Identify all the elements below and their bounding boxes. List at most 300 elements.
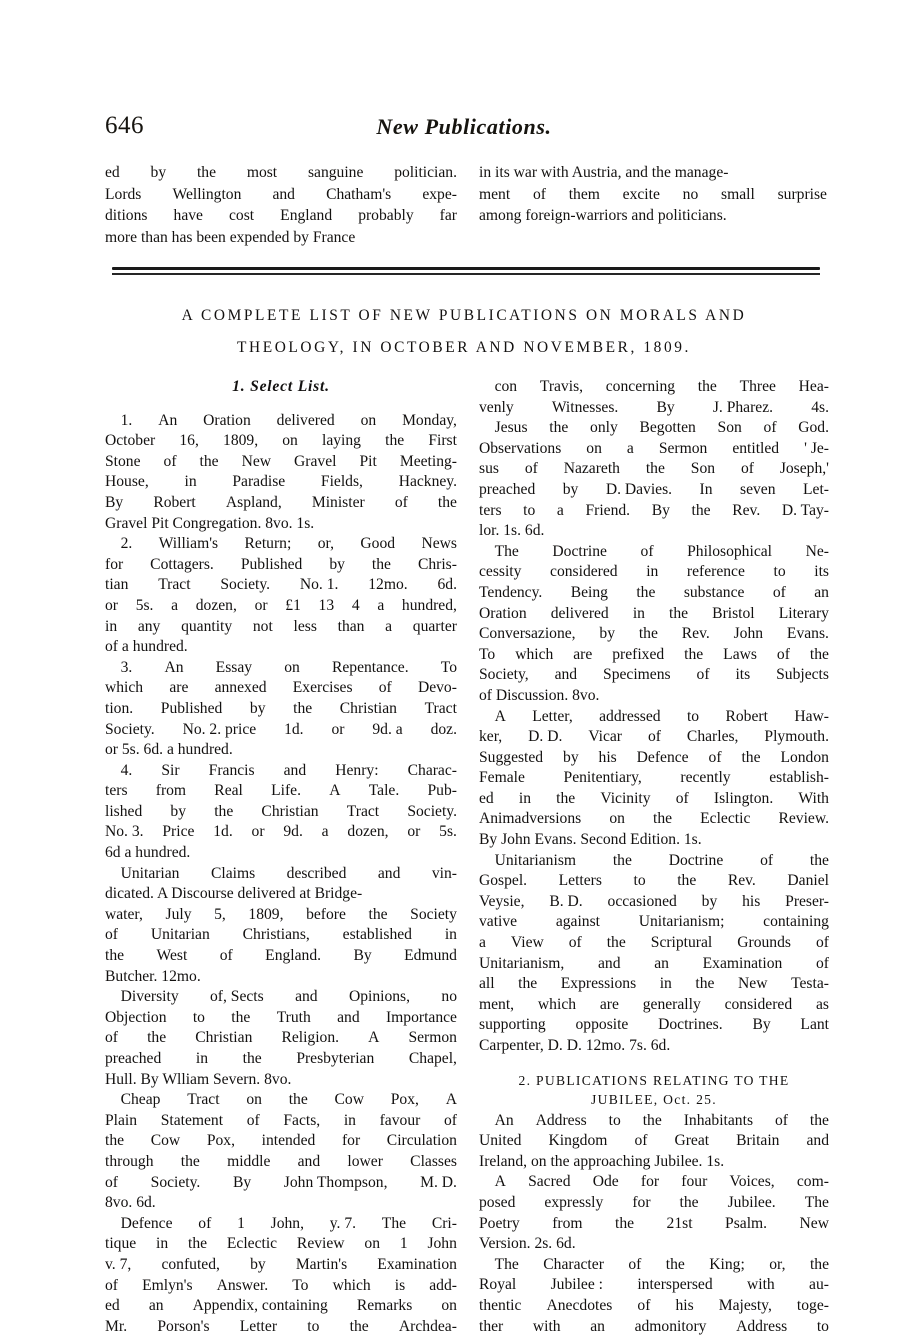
text-word: Gospel. [479, 872, 528, 890]
text-word: the [653, 810, 673, 828]
text-word: United [479, 1132, 522, 1150]
text-line [105, 946, 457, 967]
text-line [105, 699, 457, 720]
text-word: of [740, 460, 754, 478]
text-line [105, 472, 457, 493]
text-word: of [760, 851, 774, 869]
text-word: Rev. [727, 872, 756, 890]
text-word: 5s. [135, 596, 154, 614]
text-line [479, 1317, 829, 1337]
text-word: Edmund [404, 947, 457, 965]
text-word: England [280, 207, 333, 224]
text-word: the [556, 789, 576, 807]
text-word: 3. [105, 658, 133, 676]
text-word: his [742, 892, 761, 910]
text-word: the [615, 1214, 635, 1232]
text-word: Sermon [658, 439, 708, 457]
text-word: Hea- [798, 378, 829, 395]
text-word: the [518, 975, 538, 993]
text-word: 4s. [811, 398, 829, 416]
text-word: four [681, 1173, 708, 1191]
text-line [479, 439, 829, 460]
text-word: New [799, 1214, 829, 1232]
text-word: Anecdotes [546, 1296, 613, 1314]
text-word: Society. [220, 576, 271, 594]
text-word: Paradise [232, 473, 286, 491]
text-word: 21st [666, 1214, 693, 1232]
text-word: Pub- [427, 782, 457, 800]
text-line [479, 377, 829, 398]
text-word: Subjects [776, 666, 829, 684]
text-word: ters [105, 782, 128, 800]
text-line [105, 1214, 457, 1235]
text-word: Francis [208, 761, 255, 779]
text-word: Rev. [681, 625, 710, 643]
text-word: against [555, 913, 600, 931]
text-word: Expressions [560, 975, 637, 993]
text-word: to [192, 1008, 205, 1026]
text-word: to [307, 1317, 320, 1335]
text-word: expe- [422, 185, 457, 203]
text-word: the [695, 975, 715, 993]
text-word: of [774, 1111, 788, 1129]
text-word: of [246, 1111, 260, 1129]
text-word: intended [261, 1132, 316, 1150]
text-word: for [341, 1132, 361, 1150]
text-line [479, 562, 829, 583]
text-word: cost [229, 207, 255, 224]
text-word: Daniel [787, 872, 829, 890]
text-word: Society [410, 905, 457, 923]
text-word: a [556, 501, 564, 519]
text-word: the [684, 645, 704, 663]
text-word: to [608, 1111, 621, 1129]
jubilee-subheading [479, 1071, 829, 1109]
text-word: than [337, 617, 365, 635]
text-word: and [272, 185, 295, 203]
text-word: A [445, 1091, 457, 1109]
text-word: which [537, 995, 577, 1013]
text-word: and [283, 761, 307, 779]
text-word: on [246, 1091, 262, 1109]
text-line [105, 864, 457, 885]
text-word: by [563, 748, 579, 766]
text-word: D. D. [528, 728, 563, 746]
section-heading-line-1: A COMPLETE LIST OF NEW PUBLICATIONS ON MORALS AND [181, 307, 747, 324]
text-word: prefixed [612, 645, 665, 663]
text-line: By John Evans. Second Edition. 1s. [479, 831, 702, 849]
text-word: which [105, 679, 144, 697]
text-word: his [598, 748, 617, 766]
body-right-column [479, 377, 829, 1337]
page-folio-number: 646 [105, 112, 144, 139]
select-list-subheading: 1. Select List. [232, 378, 330, 395]
text-word: Examination [702, 954, 783, 972]
text-line [479, 912, 829, 933]
text-word: July [165, 905, 192, 923]
text-word: an [654, 954, 669, 972]
text-word: Unitarianism, [479, 954, 565, 972]
text-word: Three [739, 378, 776, 395]
text-word: and [377, 864, 401, 882]
text-word: Oration [479, 604, 527, 622]
text-word: Review [296, 1235, 345, 1253]
text-line: 8vo. 6d. [105, 1194, 156, 1212]
right-column-entry-list-part-1 [479, 377, 829, 1057]
text-word: Chapel, [408, 1050, 457, 1067]
text-word: Published [240, 555, 303, 573]
text-word: Presbyterian [296, 1050, 375, 1067]
text-word: Ne- [805, 542, 829, 560]
text-word: are [169, 679, 189, 697]
text-word: Chris- [417, 555, 457, 573]
text-word: Remarks [356, 1297, 413, 1315]
text-word: tion. [105, 699, 134, 717]
text-word: the [636, 583, 656, 601]
text-word: Britain [736, 1132, 780, 1150]
text-line [105, 658, 457, 679]
text-word: and [337, 1008, 360, 1026]
text-word: and [297, 1152, 321, 1170]
publication-entry [105, 987, 457, 1090]
text-word: With [798, 789, 829, 807]
text-word: lower [347, 1152, 383, 1170]
text-word: doz. [430, 720, 457, 738]
text-word: By [752, 1016, 771, 1034]
text-word: ed [105, 1297, 120, 1315]
text-word: Cow [150, 1132, 181, 1150]
text-word: Kingdom [548, 1132, 608, 1150]
text-word: the [105, 1132, 125, 1150]
text-word: The [804, 1193, 829, 1211]
text-word: in [444, 926, 457, 944]
text-line [479, 748, 829, 769]
text-word: the [368, 905, 388, 923]
text-word: To [440, 658, 457, 676]
text-word: A [479, 707, 506, 725]
text-word: Wellington [172, 185, 242, 203]
text-word: ther [479, 1317, 504, 1335]
text-word: quarter [412, 617, 457, 635]
text-word: 9d. a [372, 720, 403, 738]
text-word: an [814, 583, 829, 601]
text-word: Great [674, 1132, 710, 1150]
text-word: View [510, 934, 544, 952]
text-word: Lords [105, 185, 142, 203]
text-word: generally [642, 995, 701, 1013]
text-word: only [590, 419, 618, 437]
text-line [479, 1275, 829, 1296]
text-word: of [524, 460, 538, 478]
text-word: the [288, 1091, 308, 1109]
text-word: of [105, 1276, 118, 1294]
text-word: Mr. [105, 1317, 128, 1335]
text-word: from [552, 1214, 583, 1232]
text-word: them [568, 185, 600, 203]
text-word: in [659, 975, 672, 993]
text-word: and [598, 954, 621, 972]
text-word: Literary [778, 604, 829, 622]
text-word: Monday, [402, 411, 457, 429]
divider-rule-thick [112, 267, 820, 270]
text-word: in [184, 473, 197, 491]
text-word: y. 7. [329, 1214, 357, 1232]
text-word: Examination [377, 1255, 457, 1273]
text-word: confuted, [161, 1255, 220, 1273]
publication-entry [105, 1214, 457, 1337]
text-word: the [809, 1111, 829, 1129]
text-word: House, [105, 473, 149, 491]
text-word: England. [265, 947, 322, 965]
text-word: or [105, 596, 118, 614]
text-word: 16, [179, 432, 199, 450]
text-word: of [394, 493, 408, 511]
text-word: on [282, 432, 298, 450]
text-line [479, 501, 829, 522]
text-word: ditions [105, 207, 148, 224]
text-word: No. 3. [105, 823, 144, 841]
text-word: Answer. [216, 1276, 269, 1294]
text-word: First [428, 432, 457, 450]
text-word: all [479, 975, 495, 993]
text-word: Letter, [532, 707, 573, 725]
text-word: its [735, 666, 751, 684]
text-line: Version. 2s. 6d. [479, 1235, 576, 1253]
text-word: Bristol [712, 604, 755, 622]
publication-entry [479, 418, 829, 542]
text-line [105, 411, 457, 432]
text-word: the [385, 432, 405, 450]
text-word: ed [479, 789, 494, 807]
text-word: the [371, 555, 391, 573]
text-word: 1. [105, 411, 133, 429]
text-word: Sir [161, 761, 180, 779]
text-line [479, 789, 829, 810]
text-word: of [696, 666, 710, 684]
text-word: 1d. [213, 823, 233, 841]
text-word: on [284, 658, 300, 676]
text-word: a [626, 439, 634, 457]
text-word: Society. [150, 1173, 201, 1191]
publication-entry [479, 542, 829, 707]
text-line [105, 720, 457, 741]
text-line [105, 905, 457, 926]
text-word: com- [796, 1173, 829, 1191]
text-word: of [198, 1214, 212, 1232]
text-line [479, 1111, 829, 1132]
text-word: not [252, 617, 273, 635]
text-word: toge- [796, 1296, 829, 1314]
text-word: 5, [214, 905, 226, 923]
text-word: No. 2. price [182, 720, 257, 738]
text-line [105, 1111, 457, 1132]
text-word: before [306, 905, 346, 923]
section-heading-line-2: THEOLOGY, IN OCTOBER AND NOVEMBER, 1809. [237, 339, 691, 356]
text-word: on [586, 439, 602, 457]
text-line [105, 596, 457, 617]
text-word: most [246, 164, 278, 181]
publication-entry [105, 658, 457, 761]
text-line [105, 802, 457, 823]
text-word: Christians, [242, 926, 310, 944]
text-word: 1d. [284, 720, 304, 738]
text-word: the [147, 1029, 167, 1047]
text-word: delivered [550, 604, 609, 622]
text-word: or [407, 823, 421, 841]
text-word: Jesus [479, 419, 528, 437]
text-line: of a hundred. [105, 638, 188, 656]
text-word: the [242, 1050, 262, 1067]
text-line [479, 1131, 829, 1152]
text-word: Eclectic [700, 810, 751, 828]
text-word: Letter [239, 1317, 278, 1335]
text-word: dozen, [195, 596, 237, 614]
text-line [105, 1173, 457, 1194]
text-word: entitled [732, 439, 780, 457]
text-word: By [105, 493, 124, 511]
text-word: Tract [187, 1091, 220, 1109]
text-word: Sermon [408, 1029, 457, 1047]
text-line [479, 995, 829, 1016]
text-word: to [633, 872, 646, 890]
text-word: of [219, 947, 233, 965]
publication-entry [105, 411, 457, 535]
text-word: Jubilee : [550, 1276, 603, 1294]
publication-entry [105, 761, 457, 864]
text-word: with [746, 1276, 775, 1294]
text-word: Society, [479, 666, 529, 684]
text-word: D. Tay- [781, 501, 829, 519]
text-line [105, 987, 457, 1008]
text-line [105, 1090, 457, 1111]
publication-entry [105, 1090, 457, 1214]
text-word: An [158, 411, 178, 429]
text-word: and [554, 666, 578, 684]
text-word: by [170, 802, 187, 820]
text-word: Psalm. [725, 1214, 768, 1232]
text-line: in its war with Austria, and the manage- [479, 164, 729, 181]
text-word: of [815, 934, 829, 952]
text-word: A [479, 1173, 506, 1191]
text-word: to [523, 501, 536, 519]
text-word: Jubilee. [727, 1193, 776, 1211]
text-word: of [443, 1111, 457, 1129]
text-line [105, 1028, 457, 1049]
text-word: Majesty, [718, 1296, 772, 1314]
text-word: and [295, 988, 318, 1006]
text-line [105, 1008, 457, 1029]
text-word: Doctrine [668, 851, 724, 869]
text-word: An [479, 1111, 514, 1129]
text-word: Observations [479, 439, 562, 457]
text-word: of [163, 452, 177, 470]
text-word: Unitarianism; [638, 913, 725, 931]
text-word: an [590, 1317, 605, 1335]
text-line [479, 583, 829, 604]
text-word: 5s. [439, 823, 457, 841]
text-word: the [214, 802, 234, 820]
text-word: Meeting- [399, 452, 457, 470]
divider-rule-thin [112, 273, 820, 275]
text-line [479, 459, 829, 480]
section-divider-rule [112, 267, 820, 275]
text-word: and [806, 1132, 829, 1150]
text-word: Evans. [786, 625, 829, 643]
section-heading [105, 300, 823, 364]
text-line [105, 1255, 457, 1276]
text-word: as [815, 995, 829, 1013]
text-word: of, Sects [210, 988, 264, 1006]
text-line [105, 1152, 457, 1173]
text-word: in [343, 1111, 356, 1129]
text-word: Doctrines. [658, 1016, 723, 1034]
text-word: Tract [346, 802, 380, 820]
text-word: or, [317, 535, 334, 553]
text-word: 2. [105, 535, 133, 553]
text-word: considered [724, 995, 793, 1013]
text-word: ' Je- [804, 439, 829, 457]
text-word: the [645, 460, 665, 478]
text-word: interspersed [637, 1276, 713, 1294]
text-word: Good [360, 535, 396, 553]
text-line [479, 418, 829, 439]
text-word: preached [479, 480, 536, 498]
text-word: Philosophical [687, 542, 772, 560]
text-word: by [250, 1255, 266, 1273]
text-line [479, 707, 829, 728]
text-word: of [105, 926, 118, 944]
text-word: less [293, 617, 317, 635]
text-word: of [776, 645, 790, 663]
text-line [105, 431, 457, 452]
text-word: a [479, 934, 486, 952]
text-word: delivered [276, 411, 335, 429]
text-line [479, 851, 829, 872]
text-word: Tale. [368, 782, 400, 800]
text-word: M. D. [420, 1173, 457, 1191]
text-word: Inhabitants [683, 1111, 754, 1129]
text-word: Preser- [785, 892, 829, 910]
text-word: Witnesses. [551, 398, 619, 416]
text-word: By [656, 398, 675, 416]
text-word: The [479, 542, 519, 560]
text-word: Objection [105, 1008, 167, 1026]
text-word: Circulation [386, 1132, 457, 1150]
text-word: by [329, 555, 345, 573]
text-line: among foreign-warriors and politicians. [479, 207, 727, 224]
text-word: for [640, 1173, 660, 1191]
text-word: thentic [479, 1296, 522, 1314]
text-word: to [773, 563, 786, 581]
text-word: Repentance. [331, 658, 409, 676]
text-word: Eclectic [226, 1235, 278, 1253]
text-word: Cheap [105, 1091, 161, 1109]
text-line [105, 534, 457, 555]
text-word: Cottagers. [150, 555, 214, 573]
text-line: 6d a hundred. [105, 844, 191, 862]
text-word: Royal [479, 1276, 517, 1294]
text-line [479, 604, 829, 625]
text-word: Nazareth [563, 460, 620, 478]
text-word: the [691, 501, 711, 519]
text-word: Oration [203, 411, 251, 429]
text-word: the [199, 452, 219, 470]
text-word: middle [227, 1152, 271, 1170]
text-line: more than has been expended by France [105, 228, 356, 246]
text-word: for [105, 555, 124, 573]
text-word: or [251, 823, 265, 841]
text-word: the [677, 872, 697, 890]
